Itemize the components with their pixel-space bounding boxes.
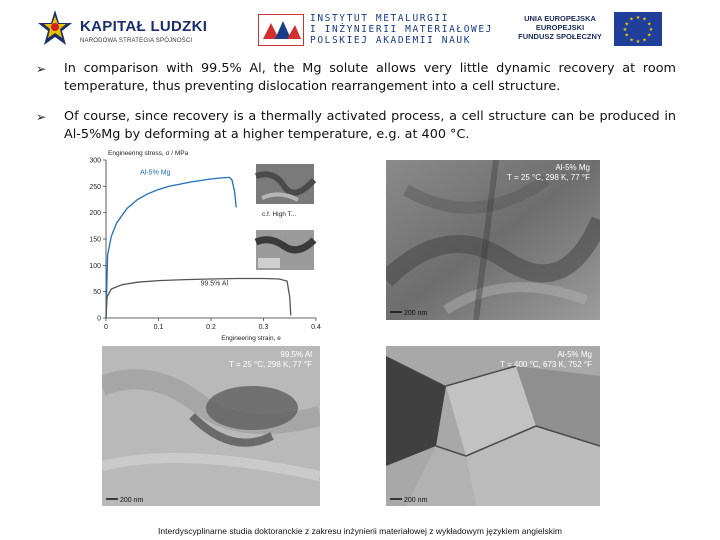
institute-name (310, 13, 493, 46)
eu-line-3: FUNDUSZ SPOŁECZNY (518, 32, 602, 41)
y-tick-label: 0 (97, 315, 101, 323)
svg-text:★: ★ (646, 21, 652, 28)
svg-text:★: ★ (624, 21, 630, 28)
svg-text:★: ★ (629, 16, 634, 23)
bullet-arrow-icon: ➢ (36, 62, 47, 76)
eu-flag-icon (614, 12, 662, 46)
micrograph-label-temperature: T = 25 °C, 298 K, 77 °F (229, 360, 312, 369)
header-logos (0, 0, 720, 56)
footer-caption: Interdyscyplinarne studia doktoranckie z zakresu inżynierii materiałowej z wykładowym językiem angielskim (158, 526, 562, 536)
institute-line-2: I INŻYNIERII MATERIAŁOWEJ (310, 24, 493, 35)
kapital-ludzki-title: KAPITAŁ LUDZKI (80, 18, 208, 35)
institute-line-1: INSTYTUT METALURGII (310, 13, 450, 24)
micrograph-label-temperature: T = 25 °C, 298 K, 77 °F (507, 173, 590, 182)
inset-micrograph-2 (256, 230, 314, 270)
y-axis-label: Engineering stress, σ / MPa (108, 150, 189, 157)
eu-logo (510, 10, 656, 50)
stress-strain-chart (84, 146, 330, 346)
x-tick-label: 0.3 (258, 324, 269, 331)
x-tick-label: 0.4 (311, 324, 321, 331)
bullet-text: Of course, since recovery is a thermally activated process, a cell structure can be produced in Al-5%Mg by deforming at a higher temperature, e.g. at 400 °C. (64, 109, 676, 142)
svg-text:★: ★ (642, 37, 647, 44)
eu-line-1: UNIA EUROPEJSKA (524, 14, 596, 23)
svg-text:★: ★ (646, 32, 652, 39)
micrograph-al5mg-400c (386, 346, 600, 506)
y-tick-label: 150 (89, 236, 101, 244)
micrograph-label-material: Al-5% Mg (557, 350, 592, 359)
institute-line-3: POLSKIEJ AKADEMII NAUK (310, 35, 472, 46)
micrograph-label-material: 99.5% Al (280, 350, 312, 359)
inset-micrograph-1 (256, 164, 314, 204)
kapital-ludzki-logo (36, 6, 208, 50)
bullet-list (36, 60, 676, 156)
svg-text:★: ★ (635, 15, 641, 21)
micrograph-al5mg-25c (386, 160, 600, 320)
y-tick-label: 300 (89, 157, 101, 165)
scale-bar-label: 200 nm (120, 497, 144, 504)
kapital-ludzki-subtitle: NARODOWA STRATEGIA SPÓJNOŚCI (80, 38, 193, 44)
x-tick-label: 0.1 (153, 324, 164, 331)
micrograph-label-temperature: T = 400 °C, 673 K, 752 °F (500, 360, 592, 369)
svg-text:★: ★ (622, 27, 628, 33)
svg-text:★: ★ (642, 16, 647, 23)
x-tick-label: 0 (104, 324, 108, 331)
y-tick-label: 100 (89, 262, 101, 270)
bullet-item (36, 108, 676, 144)
x-tick-label: 0.2 (206, 324, 216, 331)
bullet-text: In comparison with 99.5% Al, the Mg solute allows very little dynamic recovery at room temperature, thus preventing dislocation rearrangement into a cell structure. (64, 61, 676, 94)
y-tick-label: 200 (89, 210, 101, 218)
kapital-ludzki-star-icon (36, 8, 74, 48)
eu-text (514, 14, 606, 41)
bullet-arrow-icon: ➢ (36, 110, 47, 124)
scale-bar-label: 200 nm (404, 310, 428, 317)
y-tick-label: 50 (93, 289, 101, 297)
x-axis-label: Engineering strain, e (221, 335, 281, 342)
inset-annotation: c.f. High T... (262, 211, 297, 218)
svg-text:★: ★ (624, 32, 630, 39)
svg-text:★: ★ (648, 27, 654, 33)
svg-text:★: ★ (635, 39, 641, 45)
micrograph-al995-25c (102, 346, 320, 506)
scale-bar-label: 200 nm (404, 497, 428, 504)
svg-text:★: ★ (629, 37, 634, 44)
series-label: 99.5% Al (200, 280, 229, 288)
bullet-item (36, 60, 676, 96)
eu-line-2: EUROPEJSKI (535, 23, 585, 32)
series-label: Al-5% Mg (140, 169, 171, 177)
institute-mark-icon (258, 14, 304, 46)
institute-logo (258, 12, 493, 48)
micrograph-label-material: Al-5% Mg (555, 163, 590, 172)
y-tick-label: 250 (89, 183, 101, 191)
